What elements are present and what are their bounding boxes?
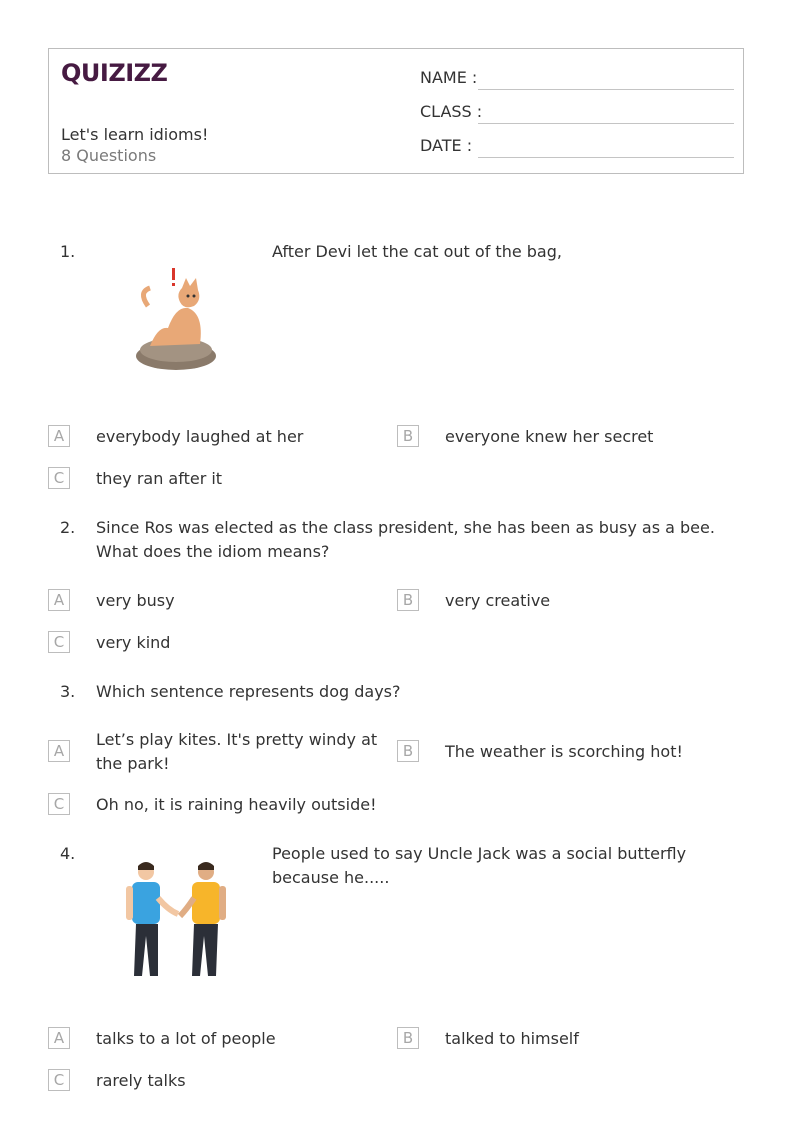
worksheet-header — [48, 48, 744, 174]
option-c-text: very kind — [96, 633, 171, 652]
option-b-box[interactable]: B — [397, 589, 419, 611]
question-text: Which sentence represents dog days? — [96, 682, 401, 701]
two-men-talking-icon — [120, 858, 232, 984]
worksheet-title: Let's learn idioms! — [61, 125, 209, 144]
name-line[interactable] — [478, 89, 734, 90]
quizizz-logo: QUIZIZZ — [61, 59, 168, 87]
option-a-box[interactable]: A — [48, 1027, 70, 1049]
date-line[interactable] — [478, 157, 734, 158]
option-b-text: very creative — [445, 591, 551, 610]
question-text: People used to say Uncle Jack was a social butterfly because he..... — [272, 844, 687, 887]
option-a-box[interactable]: A — [48, 740, 70, 762]
question-number: 1. — [60, 242, 76, 261]
name-label: NAME : — [420, 68, 478, 87]
option-a-text: everybody laughed at her — [96, 427, 304, 446]
option-b-text: The weather is scorching hot! — [445, 742, 683, 761]
option-c-text: they ran after it — [96, 469, 223, 488]
question-count: 8 Questions — [61, 146, 157, 165]
question-text: Since Ros was elected as the class president, she has been as busy as a bee. What does the idiom means? — [96, 518, 715, 561]
question-text: After Devi let the cat out of the bag, — [272, 242, 562, 261]
option-a-text: very busy — [96, 591, 175, 610]
date-label: DATE : — [420, 136, 473, 155]
option-a-text: talks to a lot of people — [96, 1029, 276, 1048]
class-label: CLASS : — [420, 102, 483, 121]
option-b-box[interactable]: B — [397, 1027, 419, 1049]
option-c-box[interactable]: C — [48, 793, 70, 815]
option-a-box[interactable]: A — [48, 589, 70, 611]
option-c-box[interactable]: C — [48, 467, 70, 489]
option-c-box[interactable]: C — [48, 1069, 70, 1091]
class-line[interactable] — [478, 123, 734, 124]
option-c-text: rarely talks — [96, 1071, 186, 1090]
option-b-box[interactable]: B — [397, 425, 419, 447]
option-c-text: Oh no, it is raining heavily outside! — [96, 795, 377, 814]
question-number: 4. — [60, 844, 76, 863]
question-number: 2. — [60, 518, 76, 537]
option-b-box[interactable]: B — [397, 740, 419, 762]
option-c-box[interactable]: C — [48, 631, 70, 653]
cat-in-bag-icon — [128, 266, 224, 374]
option-b-text: everyone knew her secret — [445, 427, 654, 446]
option-b-text: talked to himself — [445, 1029, 579, 1048]
question-number: 3. — [60, 682, 76, 701]
option-a-text: Let’s play kites. It's pretty windy at the park! — [96, 730, 378, 773]
option-a-box[interactable]: A — [48, 425, 70, 447]
